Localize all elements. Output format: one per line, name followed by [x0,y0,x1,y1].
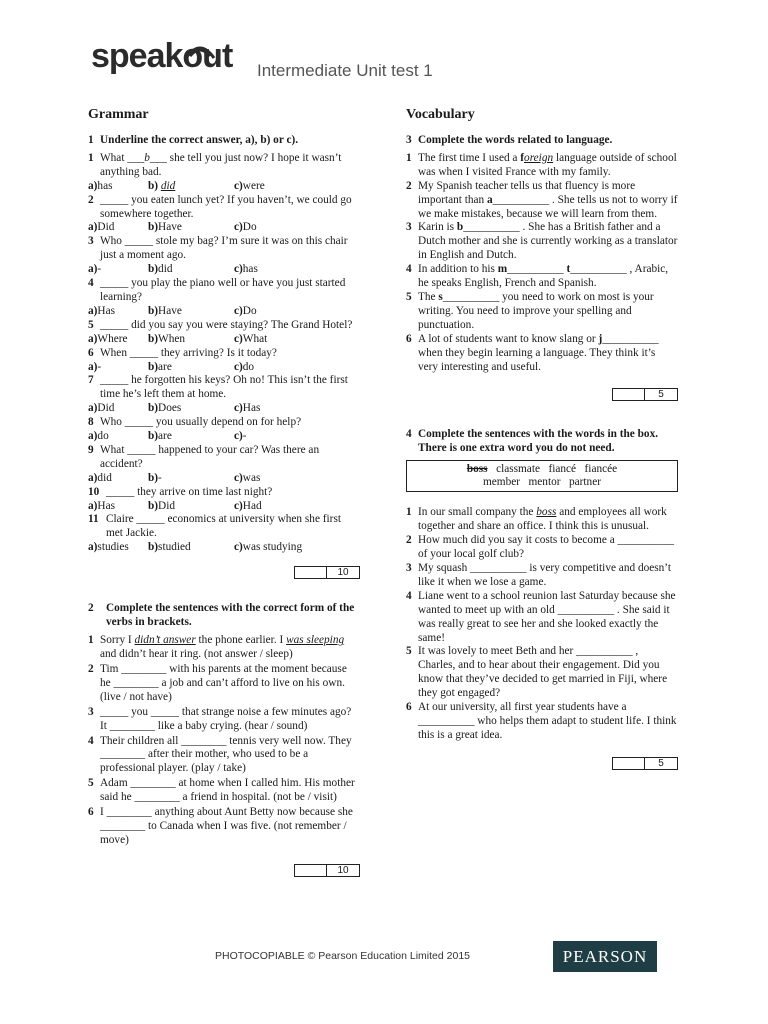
option-letter: c) [234,179,243,192]
option-letter: a) [88,430,98,443]
question-text: Liane went to a school reunion last Saturday because she wanted to meet up with an old __________ . She said it was really great to see her and she looked exactly the same! [418,589,676,644]
question-text: Sorry I didn’t answer the phone earlier. I was sleeping and didn’t hear it ring. (not answer / sleep) [100,634,345,661]
question-text: A lot of students want to know slang or j__________ when they begin learning a language. They think it’s very interesting and useful. [418,332,659,373]
option-text: do [97,430,109,443]
option-letter: c) [234,360,243,373]
option-b[interactable] [148,221,234,235]
exercise-3-list [406,152,678,375]
option-c[interactable] [234,541,302,555]
option-c[interactable] [234,472,260,486]
option-text: - [242,430,247,443]
question-number: 10 [88,485,100,498]
question-item [406,221,678,263]
question-item [88,235,360,263]
option-a[interactable] [88,180,148,194]
answer-options [88,221,360,235]
question-text: _____ you play the piano well or have you just started learning? [100,277,346,303]
exercise-1-list [88,152,360,555]
exercise-number: 2 [88,602,94,615]
question-text: What _____ happened to your car? Was there an accident? [100,443,320,470]
question-text: Who _____ you usually depend on for help? [100,416,302,429]
exercise-2-score [88,864,360,877]
option-letter: a) [88,471,98,484]
question-number: 4 [406,263,412,276]
question-text: Karin is b__________ . She has a British father and a Dutch mother and she is currently working as a translator in English and Dutch. [418,221,678,262]
question-number: 9 [88,443,94,456]
question-item [88,663,360,705]
option-c[interactable] [234,402,260,416]
option-letter: a) [88,402,98,415]
question-text: _____ he forgotten his keys? Oh no! This isn’t the first time he’s left them at home. [100,374,348,401]
question-text: _____ you _____ that strange noise a few minutes ago? It ________ like a baby crying. (hear / sound) [100,705,352,732]
option-a[interactable] [88,333,148,347]
question-text: How much did you say it costs to become a __________ of your local golf club? [418,534,675,561]
exercise-3-score [406,388,678,401]
question-text: Tim ________ with his parents at the moment because he ________ a job and can’t afford to live on his own. (live / not have) [100,663,347,703]
question-number: 5 [406,645,412,658]
score-max: 5 [658,757,664,769]
option-b[interactable] [148,180,234,194]
question-text: When _____ they arriving? Is it today? [100,346,277,359]
exercise-number: 3 [406,133,412,146]
box-word: partner [568,476,601,489]
exercise-4-score [406,757,678,770]
option-text: Have [158,304,182,317]
question-number: 6 [88,346,94,359]
option-text: Has [97,499,115,512]
question-text: I ________ anything about Aunt Betty now because she ________ to Canada when I was five. (not remember / move) [100,806,353,846]
question-number: 1 [88,151,94,164]
question-text: My Spanish teacher tells us that fluency is more important than a__________ . She tells us not to worry if we make mistakes, because we will learn from them. [418,179,678,220]
answer-options [88,472,360,486]
box-word: fiancé [548,463,577,476]
option-c[interactable] [234,333,267,347]
answer-options [88,500,360,514]
question-item [88,634,360,662]
option-text: studied [158,541,191,554]
option-text: - [97,263,102,276]
question-number: 2 [406,534,412,547]
option-a[interactable] [88,263,148,277]
example-answer: boss [536,506,557,519]
question-text: _____ they arrive on time last night? [106,485,273,498]
box-word: boss [466,463,488,476]
option-letter: a) [88,263,98,276]
grammar-heading: Grammar [88,107,149,122]
question-number: 2 [406,179,412,192]
option-text: Does [158,402,182,415]
option-a[interactable] [88,221,148,235]
example-answer: oreign [524,151,554,164]
option-letter: b) [148,402,159,415]
first-letter: m [497,263,508,276]
question-item [88,347,360,361]
question-number: 6 [88,806,94,819]
question-item [88,194,360,222]
question-number: 11 [88,513,99,526]
pearson-logo: PEARSON [553,941,657,972]
question-text: Claire _____ economics at university when she first met Jackie. [106,513,341,540]
question-item [406,152,678,180]
option-letter: c) [234,263,243,276]
exercise-1-instruction [88,133,360,147]
option-c[interactable] [234,361,254,375]
question-number: 7 [88,374,94,387]
answer-options [88,361,360,375]
option-b[interactable] [148,333,234,347]
option-letter: c) [234,471,243,484]
box-word: member [483,476,521,489]
question-item [406,534,678,562]
exercise-1-score [88,566,360,579]
option-letter: c) [234,332,243,345]
question-text: _____ did you say you were staying? The Grand Hotel? [100,318,353,331]
option-letter: b) [148,332,159,345]
option-text: did [97,471,112,484]
question-number: 3 [88,235,94,248]
question-item [406,645,678,701]
option-letter: a) [88,360,98,373]
option-b[interactable] [148,305,234,319]
option-letter: b) [148,541,159,554]
option-text: Did [158,499,175,512]
option-a[interactable] [88,541,148,555]
question-item [88,777,360,805]
first-letter: j [598,332,603,345]
option-c[interactable] [234,221,257,235]
option-letter: b) [148,471,159,484]
exercise-2-list [88,634,360,848]
box-word: mentor [528,476,561,489]
option-letter: b) [148,499,159,512]
option-text: Have [158,221,182,234]
option-a[interactable] [88,500,148,514]
answer-options [88,430,360,444]
score-input[interactable] [613,389,645,400]
question-text: At our university, all first year students have a __________ who helps them adapt to student life. I think this is a great idea. [418,701,677,741]
score-max: 10 [337,864,349,876]
option-text: Did [97,221,115,234]
option-text: has [97,179,113,192]
answer-options [88,263,360,277]
option-a[interactable] [88,472,148,486]
option-letter: c) [234,304,243,317]
question-item [406,701,678,743]
example-answer: was sleeping [286,634,345,647]
option-b[interactable] [148,500,234,514]
example-answer: didn’t answer [134,634,196,647]
word-box [406,460,678,492]
question-text: Adam ________ at home when I called him. His mother said he ________ a friend in hospital. (not be / visit) [100,777,355,804]
option-text: was [242,471,261,484]
option-text: Did [97,402,115,415]
option-text: When [158,332,186,345]
option-text: are [158,360,172,373]
score-input[interactable] [295,865,327,876]
option-letter: c) [234,402,243,415]
question-number: 8 [88,416,94,429]
answer-options [88,541,360,555]
option-a[interactable] [88,361,148,375]
question-number: 6 [406,701,412,714]
option-letter: c) [234,430,243,443]
vocabulary-column [406,108,678,770]
question-number: 4 [88,277,94,290]
first-letter: f [520,151,525,164]
question-text: In addition to his m__________ t__________ , Arabic, he speaks English, French and Spanish. [418,263,669,290]
option-text: did [160,179,176,192]
option-text: Do [242,221,257,234]
question-number: 4 [406,589,412,602]
answer-options [88,180,360,194]
question-item [88,152,360,180]
question-text: The first time I used a foreign language outside of school was when I visited France with my family. [418,151,677,178]
instruction-text: Complete the sentences with the correct form of the verbs in brackets. [106,602,355,629]
page-header [90,37,710,92]
answer-options [88,402,360,416]
option-letter: b) [148,360,159,373]
option-c[interactable] [234,430,247,444]
instruction-text: Complete the sentences with the words in the box. There is one extra word you do not need. [418,428,659,455]
option-a[interactable] [88,305,148,319]
grammar-column [88,108,360,877]
question-item [88,277,360,305]
exercise-number: 1 [88,133,94,146]
question-text: Their children all ________ tennis very well now. They ________ after their mother, who used to be a professional player. (play / take) [100,734,352,775]
question-item [88,513,360,541]
option-text: are [158,430,172,443]
question-text: In our small company the boss and employees all work together and share an office. I think this is unusual. [418,506,667,533]
option-c[interactable] [234,500,262,514]
question-item [406,590,678,646]
option-text: What [242,332,268,345]
instruction-text: Underline the correct answer, a), b) or c). [100,133,299,146]
question-number: 5 [406,290,412,303]
question-item [88,735,360,777]
option-letter: c) [234,541,243,554]
box-word: fiancée [584,463,618,476]
option-text: Has [242,402,261,415]
question-number: 1 [406,506,412,519]
question-number: 3 [406,562,412,575]
vocabulary-heading: Vocabulary [406,107,475,122]
option-b[interactable] [148,361,234,375]
option-text: do [242,360,255,373]
word-box-line [411,463,673,476]
question-item [88,444,360,472]
first-letter: a [487,193,493,206]
word-box-line [411,476,673,489]
option-letter: b) [148,430,159,443]
question-number: 2 [88,663,94,675]
score-max: 10 [337,567,349,579]
score-input[interactable] [295,567,327,578]
option-text: - [97,360,102,373]
question-number: 1 [406,151,412,164]
option-text: - [158,471,162,484]
box-word: classmate [496,463,540,476]
example-answer: ___b___ [127,151,167,164]
score-max: 5 [658,389,664,401]
question-item [406,291,678,333]
instruction-text: Complete the words related to language. [418,133,613,146]
option-letter: a) [88,332,98,345]
option-a[interactable] [88,402,148,416]
logo-text: speakout [91,37,233,75]
first-letter: b [456,221,464,234]
option-c[interactable] [234,263,258,277]
exercise-number: 4 [406,428,412,441]
question-number: 4 [88,734,94,747]
question-number: 1 [88,634,94,647]
option-text: studies [97,541,129,554]
option-b[interactable] [148,263,234,277]
option-letter: b) [148,304,159,317]
answer-options [88,305,360,319]
question-text: The s__________ you need to work on most is your writing. You need to improve your spelling and punctuation. [418,290,654,331]
page-subtitle: Intermediate Unit test 1 [257,61,433,80]
question-number: 3 [406,221,412,234]
question-item [406,263,678,291]
question-number: 3 [88,705,94,718]
first-letter: s [438,290,443,303]
question-number: 5 [88,777,94,790]
option-letter: a) [88,499,98,512]
question-item [88,374,360,402]
option-letter: a) [88,541,98,554]
exercise-4-list [406,506,678,742]
question-item [406,180,678,222]
option-b[interactable] [148,541,234,555]
option-b[interactable] [148,402,234,416]
option-letter: a) [88,179,98,192]
speakout-logo [90,37,255,90]
question-text: It was lovely to meet Beth and her __________ , Charles, and to hear about their engagement. Did you know that they’ve decided to get married in Fiji, where they got engaged? [418,645,668,700]
question-item [88,706,360,734]
exercise-3-instruction [406,133,678,147]
option-c[interactable] [234,305,257,319]
question-item [88,806,360,848]
option-letter: a) [88,304,98,317]
exercise-2-instruction [88,601,360,629]
copyright-notice: PHOTOCOPIABLE © Pearson Education Limited 2015 [215,950,471,962]
option-a[interactable] [88,430,148,444]
option-c[interactable] [234,180,265,194]
question-item [88,416,360,430]
question-text: _____ you eaten lunch yet? If you haven’t, we could go somewhere together. [100,193,352,220]
score-input[interactable] [613,758,645,769]
exercise-4-instruction [406,427,678,455]
answer-options [88,333,360,347]
option-text: Where [97,332,128,345]
question-item [406,333,678,375]
option-text: was studying [242,541,303,554]
question-number: 6 [406,332,412,345]
first-letter: t [566,263,571,276]
question-number: 2 [88,193,94,206]
question-item [88,319,360,333]
option-text: Had [242,499,262,512]
option-text: has [242,263,258,276]
question-text: Who _____ stole my bag? I’m sure it was on this chair just a moment ago. [100,235,348,262]
option-letter: c) [234,499,243,512]
question-item [88,486,360,500]
option-letter: b) [148,221,159,234]
option-text: were [242,179,265,192]
question-item [406,562,678,590]
option-letter: a) [88,221,98,234]
question-item [406,506,678,534]
option-text: did [158,263,173,276]
option-letter: c) [234,221,243,234]
question-text: What ___b___ she tell you just now? I hope it wasn’t anything bad. [100,151,342,178]
option-b[interactable] [148,472,234,486]
option-b[interactable] [148,430,234,444]
option-text: Do [242,304,257,317]
option-text: Has [97,304,115,317]
option-letter: b) [148,263,159,276]
option-letter: b) [148,179,159,192]
question-number: 5 [88,318,94,331]
question-text: My squash __________ is very competitive and doesn’t like it when we lose a game. [418,562,671,588]
